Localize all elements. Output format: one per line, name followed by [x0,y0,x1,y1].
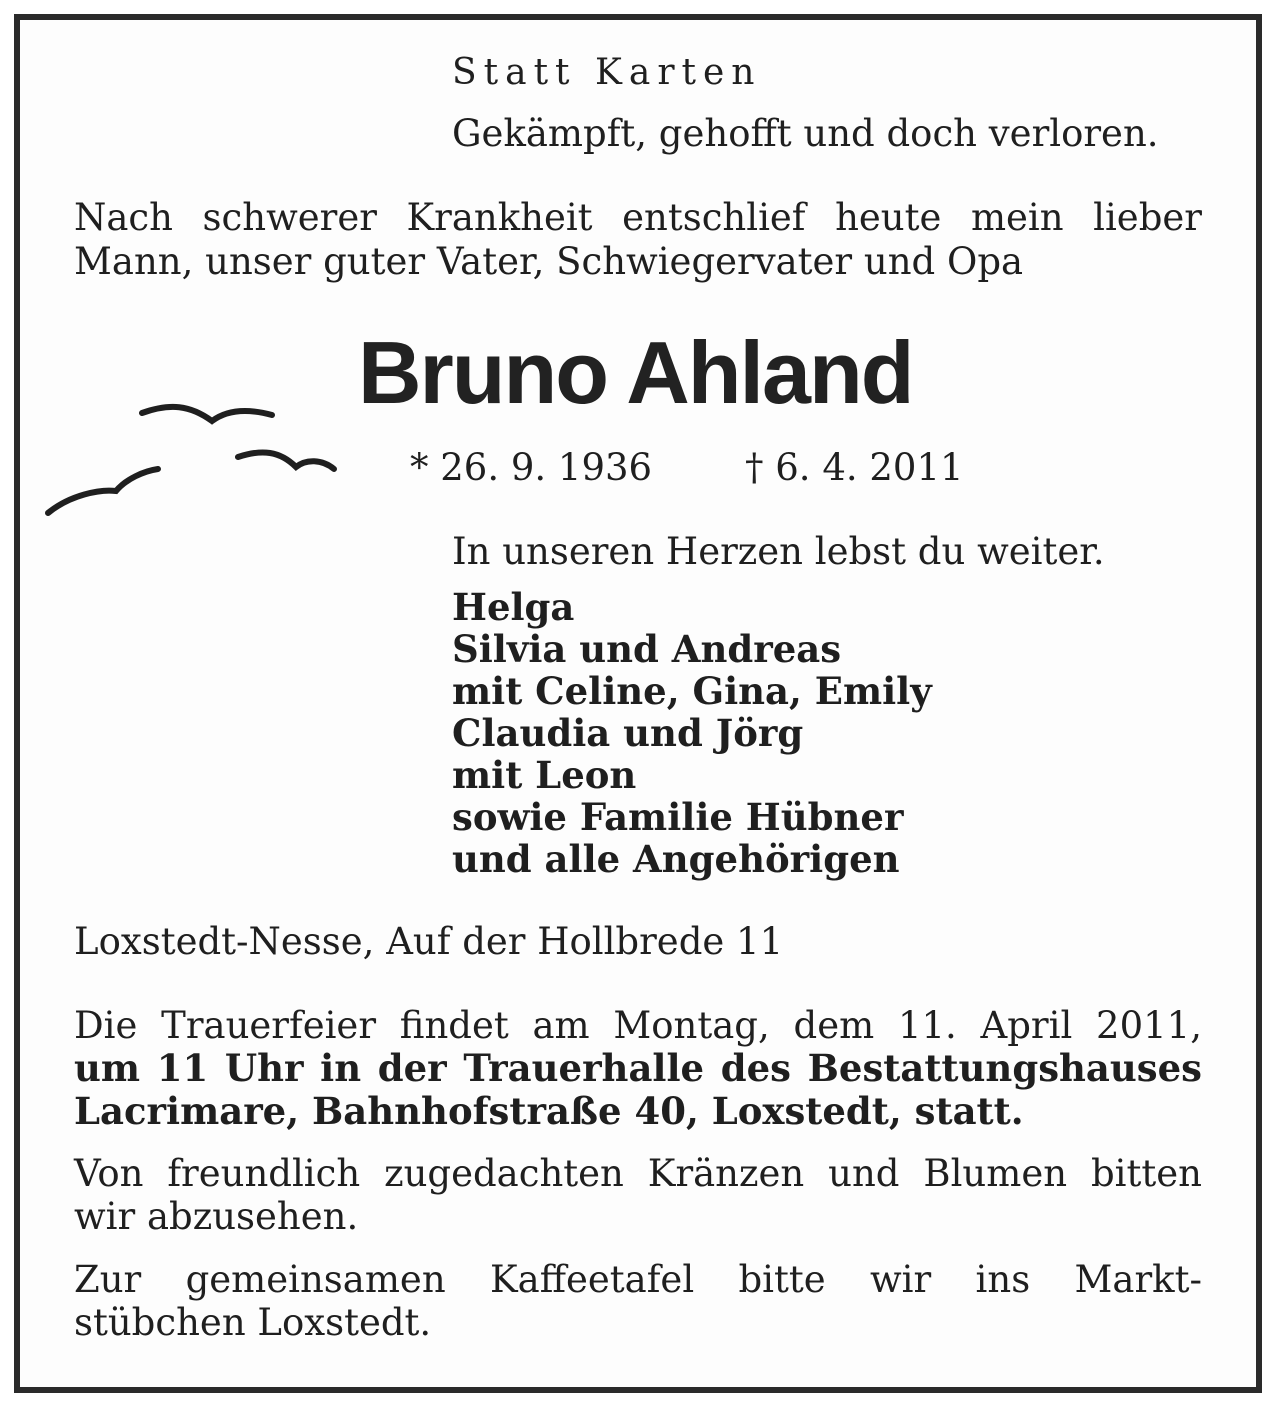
flowers-line-1 [74,1152,1202,1195]
service-word: 11. [897,1004,957,1047]
coffee-word: wir [870,1258,932,1301]
service-line-2 [74,1047,1202,1090]
service-word: Bestattungshauses [807,1046,1202,1090]
mourner-line: mit Leon [452,753,637,797]
flowers-word: zugedachten [384,1152,624,1195]
service-word: dem [793,1004,875,1047]
service-word: Uhr [224,1046,304,1090]
service-word: 2011, [1096,1004,1202,1047]
intro-text [74,196,1202,284]
intro-word: Krankheit [406,196,593,239]
service-line-1 [74,1004,1202,1047]
flowers-line-2: wir abzusehen. [74,1195,359,1238]
service-word: am [532,1004,590,1047]
intro-word: heute [835,196,942,239]
intro-word: schwerer [202,196,377,239]
service-word: Trauerfeier [161,1004,377,1047]
mourners-list [452,586,932,880]
flowers-word: Kränzen [647,1152,805,1195]
service-word: der [377,1046,447,1090]
coffee-line-2: stübchen Loxstedt. [74,1301,432,1344]
flowers-word: freundlich [167,1152,361,1195]
service-word: des [720,1046,791,1090]
address: Loxstedt-Nesse, Auf der Hollbrede 11 [74,920,784,963]
coffee-invitation [74,1258,1202,1344]
mourner-line: sowie Familie Hübner [452,795,904,839]
service-word: um [74,1046,141,1090]
mourner-line: und alle Angehörigen [452,837,900,881]
header-label: Statt Karten [452,52,762,93]
coffee-word: ins [975,1258,1031,1301]
seagull-icon [48,469,158,513]
service-word: Die [74,1004,138,1047]
service-info [74,1004,1202,1133]
intro-word: Nach [74,196,173,239]
flowers-word: und [828,1152,900,1195]
service-word: findet [399,1004,509,1047]
mourner-line: Silvia und Andreas [452,627,842,671]
service-word: 11 [156,1046,209,1090]
intro-word: mein [970,196,1064,239]
seagulls-icon [40,395,350,525]
intro-line-1 [74,196,1202,240]
service-word: in [320,1046,362,1090]
service-word: Montag, [613,1004,770,1047]
coffee-word: gemeinsamen [185,1258,446,1301]
coffee-line-1 [74,1258,1202,1301]
flowers-word: bitten [1090,1152,1202,1195]
coffee-word: bitte [738,1258,826,1301]
intro-line-2: Mann, unser guter Vater, Schwiegervater und Opa [74,240,1024,283]
service-line-3: Lacrimare, Bahnhofstraße 40, Loxstedt, statt. [74,1089,1024,1133]
mourner-line: Claudia und Jörg [452,711,804,755]
service-word: April [980,1004,1073,1047]
mourner-line: mit Celine, Gina, Emily [452,669,932,713]
flowers-word: Von [74,1152,144,1195]
seagull-icon [142,407,272,421]
flowers-request [74,1152,1202,1238]
coffee-word: Zur [74,1258,142,1301]
intro-word: lieber [1093,196,1202,239]
motto: Gekämpft, gehofft und doch verloren. [452,112,1159,155]
seagull-icon [238,452,334,469]
deceased-name: Bruno Ahland [358,323,913,422]
mourner-line: Helga [452,585,575,629]
coffee-word: Kaffeetafel [490,1258,695,1301]
intro-word: entschlief [622,196,806,239]
service-word: Trauerhalle [463,1046,705,1090]
closing-line: In unseren Herzen lebst du weiter. [452,530,1105,573]
death-date: † 6. 4. 2011 [745,446,964,489]
flowers-word: Blumen [923,1152,1068,1195]
coffee-word: Markt- [1074,1258,1202,1301]
birth-date: * 26. 9. 1936 [410,446,653,489]
